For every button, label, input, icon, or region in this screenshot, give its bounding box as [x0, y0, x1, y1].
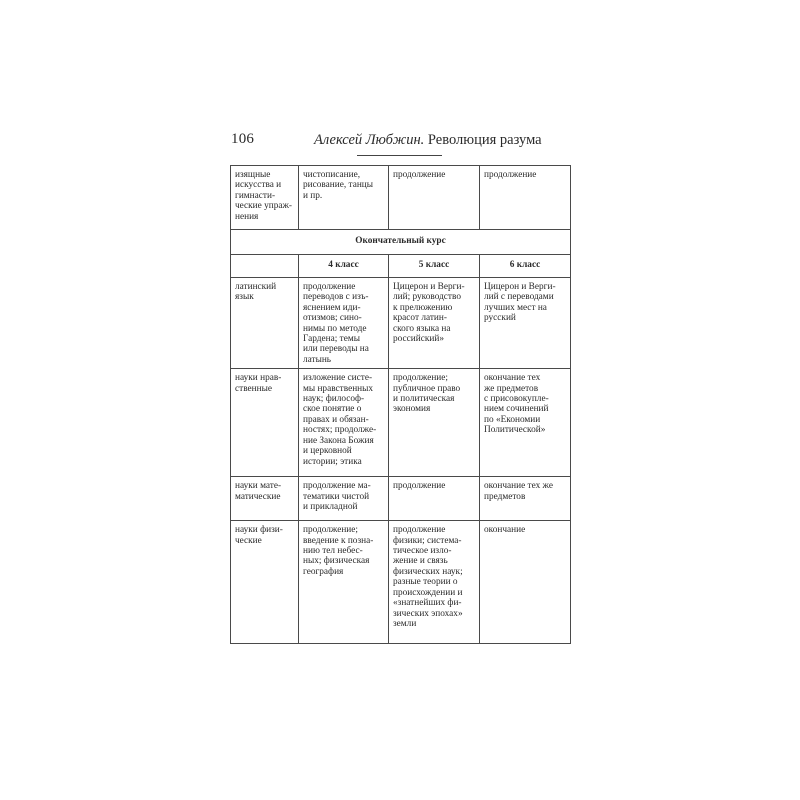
table-cell: продолжение физики; система- тическое изло- жение и связь физических наук; разные теории о происхождении и «знатнейших фи- зических эпохах» земли	[389, 521, 480, 644]
table-cell-subject: науки физи- ческие	[231, 521, 299, 644]
table-cell-subject: науки нрав- ственные	[231, 369, 299, 477]
table-cell: продолжение переводов с изъ- яснением иди- отизмов; сино- нимы по методе Гардена; темы или переводы на латынь	[299, 278, 389, 369]
curriculum-table	[230, 165, 571, 644]
table-cell: продолжение ма- тематики чистой и прикладной	[299, 477, 389, 521]
table-cell: окончание тех же предметов	[480, 477, 571, 521]
table-row	[231, 369, 571, 477]
column-header-subject	[231, 255, 299, 278]
table-section-heading-row	[231, 230, 571, 255]
table-cell-subject: латинский язык	[231, 278, 299, 369]
page-number: 106	[231, 131, 255, 147]
column-header-class-4: 4 класс	[299, 255, 389, 278]
running-head	[314, 132, 542, 149]
column-header-class-5: 5 класс	[389, 255, 480, 278]
running-head-rule	[357, 155, 442, 156]
final-course-heading: Окончательный курс	[231, 230, 571, 255]
table-cell: продолжение; публичное право и политическая экономия	[389, 369, 480, 477]
table-row	[231, 278, 571, 369]
table-cell: чистописание, рисование, танцы и пр.	[299, 166, 389, 230]
running-head-author: Алексей Любжин.	[314, 132, 425, 148]
table-row	[231, 166, 571, 230]
table-cell-subject: изящные искусства и гимнасти- ческие упраж- нения	[231, 166, 299, 230]
table-row	[231, 521, 571, 644]
table-cell: продолжение; введение к позна- нию тел небес- ных; физическая география	[299, 521, 389, 644]
table-cell: окончание тех же предметов с присовокупле- нием сочинений по «Економии Политической»	[480, 369, 571, 477]
column-header-class-6: 6 класс	[480, 255, 571, 278]
running-head-title: Революция разума	[427, 132, 542, 148]
table-header-row	[231, 255, 571, 278]
table-cell-subject: науки мате- матические	[231, 477, 299, 521]
table-cell: Цицерон и Верги- лий с переводами лучших мест на русский	[480, 278, 571, 369]
table-cell: изложение систе- мы нравственных наук; философ- ское понятие о правах и обязан- ностях; продолже- ние Закона Божия и церковной истории; этика	[299, 369, 389, 477]
table-cell: Цицерон и Верги- лий; руководство к прелюжению красот латин- ского языка на российский»	[389, 278, 480, 369]
table-cell: продолжение	[389, 477, 480, 521]
table-row	[231, 477, 571, 521]
table-cell: продолжение	[389, 166, 480, 230]
table-cell: окончание	[480, 521, 571, 644]
table-cell: продолжение	[480, 166, 571, 230]
